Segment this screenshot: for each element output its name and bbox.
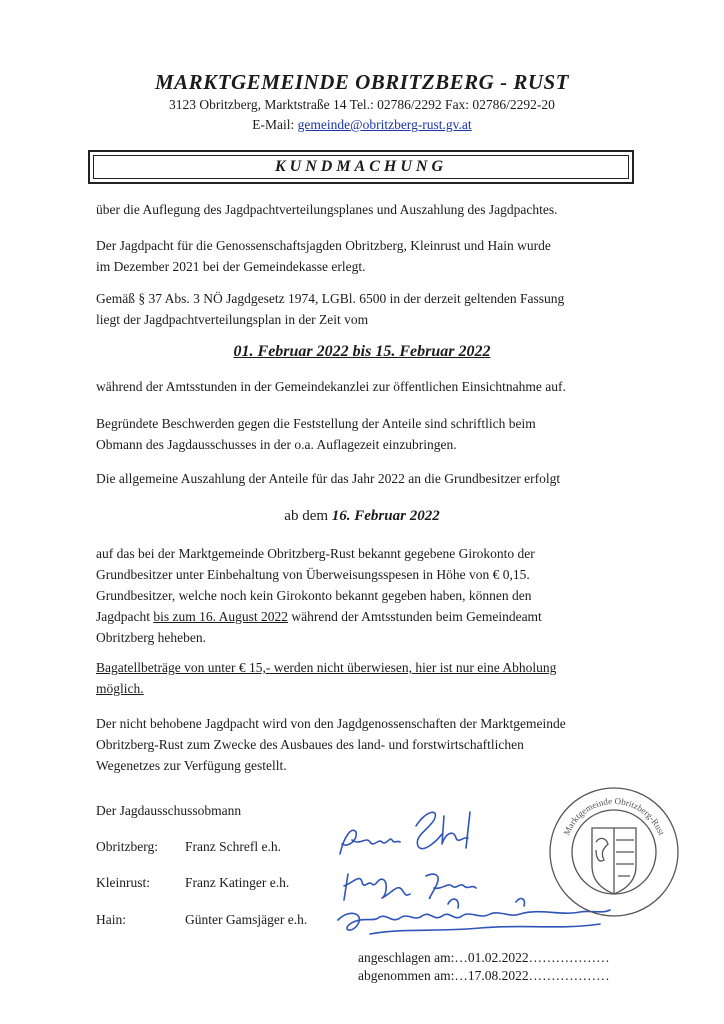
- posted-date: angeschlagen am:…01.02.2022………………: [358, 950, 610, 965]
- signatory-name: Franz Katinger e.h.: [185, 875, 290, 890]
- municipality-title: MARKTGEMEINDE OBRITZBERG - RUST: [155, 70, 569, 94]
- signatory-name: Franz Schrefl e.h.: [185, 839, 281, 854]
- office-hours-paragraph: während der Amtsstunden in der Gemeindekanzlei zur öffentlichen Einsichtnahme auf.: [96, 379, 566, 394]
- text-line: Der nicht behobene Jagdpacht wird von den Jagdgenossenschaften der Marktgemeinde: [96, 716, 566, 731]
- payout-start-prefix: ab dem: [284, 508, 329, 524]
- signatory-title: Der Jagdausschussobmann: [96, 803, 242, 818]
- text-line: im Dezember 2021 bei der Gemeindekasse erlegt.: [96, 259, 366, 274]
- seal-text: Marktgemeinde Obritzberg-Rust: [561, 795, 667, 837]
- intro-paragraph: über die Auflegung des Jagdpachtverteilungsplanes und Auszahlung des Jagdpachtes.: [96, 202, 558, 217]
- small-amount-notice: [96, 657, 656, 699]
- email-label: E-Mail:: [252, 117, 295, 132]
- text-line: Obmann des Jagdausschusses in der o.a. Auflagezeit einzubringen.: [96, 437, 457, 452]
- text-line: auf das bei der Marktgemeinde Obritzberg-Rust bekannt gegebene Girokonto der: [96, 546, 535, 561]
- display-period: 01. Februar 2022 bis 15. Februar 2022: [233, 343, 491, 360]
- signatory-name: Günter Gamsjäger e.h.: [185, 912, 308, 927]
- unclaimed-paragraph: [96, 713, 656, 776]
- text-line: Begründete Beschwerden gegen die Feststellung der Anteile sind schriftlich beim: [96, 416, 536, 431]
- signatory-place: Hain:: [96, 912, 126, 927]
- text-line: Obritzberg heheben.: [96, 630, 206, 645]
- text-line: liegt der Jagdpachtverteilungsplan in der Zeit vom: [96, 312, 369, 327]
- heading-box: [88, 150, 634, 184]
- text-line: möglich.: [96, 681, 144, 696]
- text-line: Bagatellbeträge von unter € 15,- werden nicht überwiesen, hier ist nur eine Abholung: [96, 660, 557, 675]
- text-line: Wegenetzes zur Verfügung gestellt.: [96, 758, 287, 773]
- text-line: Grundbesitzer unter Einbehaltung von Überweisungsspesen in Höhe von € 0,15.: [96, 567, 530, 582]
- text-line: Grundbesitzer, welche noch kein Girokonto bekannt gegeben haben, können den: [96, 588, 532, 603]
- email-line: [0, 117, 724, 133]
- text-line: Der Jagdpacht für die Genossenschaftsjagden Obritzberg, Kleinrust und Hain wurde: [96, 238, 551, 253]
- heading: KUNDMACHUNG: [93, 155, 629, 179]
- legal-basis-paragraph: [96, 288, 656, 330]
- payout-start-date: 16. Februar 2022: [331, 508, 440, 524]
- deposit-paragraph: [96, 235, 656, 277]
- objection-paragraph: [96, 413, 656, 455]
- text-line: [96, 606, 656, 627]
- payout-paragraph: Die allgemeine Auszahlung der Anteile für das Jahr 2022 an die Grundbesitzer erfolgt: [96, 471, 561, 486]
- bank-account-paragraph: [96, 543, 656, 648]
- municipal-seal-icon: [544, 782, 684, 922]
- text-segment: Jagdpacht: [96, 609, 150, 624]
- removed-date: abgenommen am:…17.08.2022………………: [358, 968, 610, 983]
- text-segment: während der Amtsstunden beim Gemeindeamt: [291, 609, 542, 624]
- text-line: Gemäß § 37 Abs. 3 NÖ Jagdgesetz 1974, LGBl. 6500 in der derzeit geltenden Fassung: [96, 291, 565, 306]
- text-line: Obritzberg-Rust zum Zwecke des Ausbaues des land- und forstwirtschaftlichen: [96, 737, 524, 752]
- address-line: 3123 Obritzberg, Marktstraße 14 Tel.: 02786/2292 Fax: 02786/2292-20: [169, 97, 555, 112]
- signatory-place: Kleinrust:: [96, 875, 150, 890]
- payout-start: [0, 508, 724, 525]
- email-link[interactable]: gemeinde@obritzberg-rust.gv.at: [297, 117, 472, 132]
- pickup-deadline: bis zum 16. August 2022: [153, 609, 288, 624]
- signatory-place: Obritzberg:: [96, 839, 158, 854]
